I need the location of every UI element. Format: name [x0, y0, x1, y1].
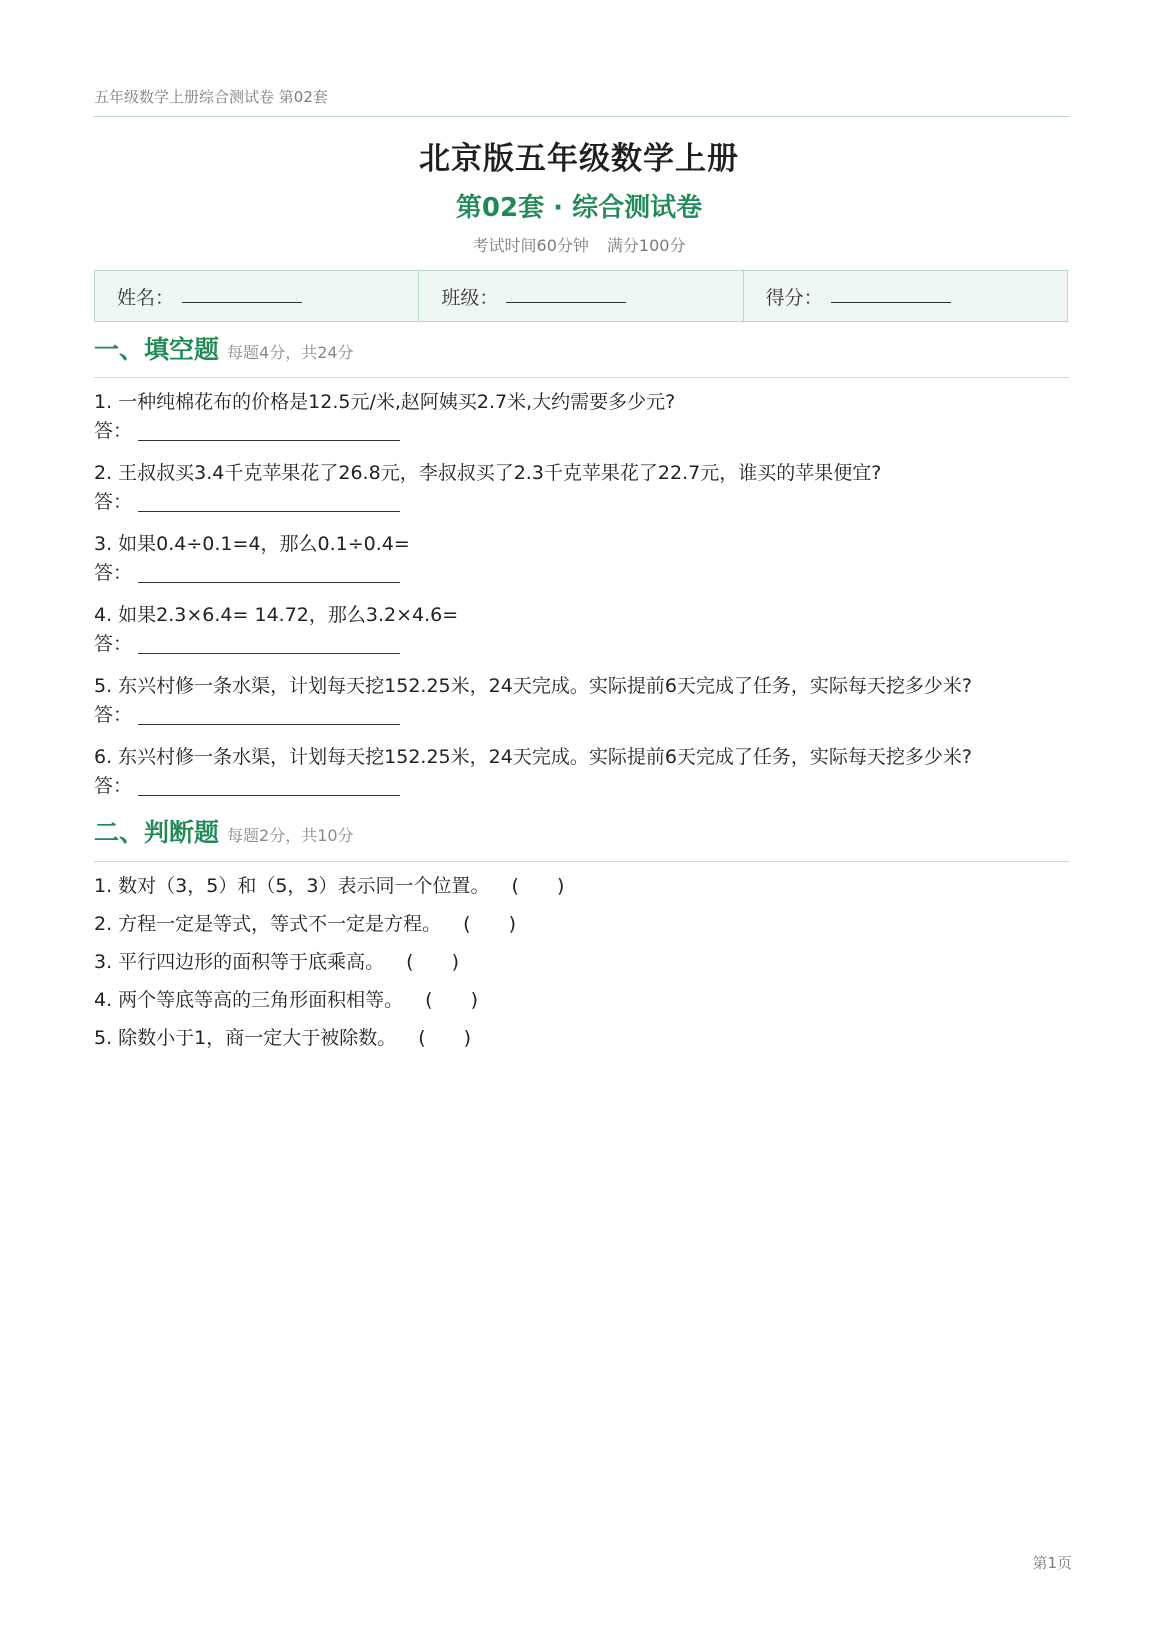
judgement-text: 5. 除数小于1，商一定大于被除数。 — [94, 1027, 397, 1049]
answer-label: 答： — [94, 420, 133, 442]
section-divider — [94, 377, 1069, 378]
question-text: 5. 东兴村修一条水渠，计划每天挖152.25米，24天完成。实际提前6天完成了任务，实际每天挖多少米? — [94, 675, 973, 697]
judgement-text: 1. 数对（3，5）和（5，3）表示同一个位置。 — [94, 875, 490, 897]
judgement-item — [94, 948, 1069, 986]
section-true-false-header — [94, 813, 1069, 849]
page-subtitle: 第02套 · 综合测试卷 — [455, 193, 703, 223]
student-info-box — [94, 270, 1068, 322]
judgement-item — [94, 1024, 1069, 1062]
judgement-item — [94, 872, 1069, 910]
name-blank[interactable] — [182, 302, 302, 303]
question-text: 3. 如果0.4÷0.1=4，那么0.1÷0.4= — [94, 533, 410, 555]
class-label: 班级： — [441, 286, 499, 309]
answer-parentheses[interactable]: ( ) — [425, 989, 478, 1011]
true-false-list — [94, 872, 1069, 1062]
section-title: 一、填空题 — [94, 335, 220, 364]
answer-label: 答： — [94, 704, 133, 726]
name-field — [95, 271, 418, 321]
section-note: 每题4分，共24分 — [227, 343, 354, 362]
section-divider — [94, 861, 1069, 862]
score-blank[interactable] — [831, 302, 951, 303]
answer-blank[interactable] — [138, 440, 400, 441]
answer-row — [94, 700, 1069, 730]
answer-parentheses[interactable]: ( ) — [463, 913, 516, 935]
score-field — [743, 271, 1067, 321]
answer-label: 答： — [94, 491, 133, 513]
section-note: 每题2分，共10分 — [227, 826, 354, 845]
answer-label: 答： — [94, 562, 133, 584]
exam-full-score: 满分100分 — [606, 236, 686, 255]
answer-blank[interactable] — [138, 653, 400, 654]
judgement-text: 2. 方程一定是等式，等式不一定是方程。 — [94, 913, 442, 935]
question-text: 1. 一种纯棉花布的价格是12.5元/米,赵阿姨买2.7米,大约需要多少元? — [94, 391, 676, 413]
answer-row — [94, 771, 1069, 801]
question-item — [94, 601, 1069, 672]
page-title: 北京版五年级数学上册 — [419, 141, 739, 177]
judgement-item — [94, 986, 1069, 1024]
answer-label: 答： — [94, 633, 133, 655]
header-divider — [94, 116, 1069, 117]
judgement-text: 3. 平行四边形的面积等于底乘高。 — [94, 951, 385, 973]
page-number: 第1页 — [1032, 1554, 1072, 1572]
question-item — [94, 743, 1069, 814]
class-blank[interactable] — [506, 302, 626, 303]
answer-row — [94, 487, 1069, 517]
judgement-text: 4. 两个等底等高的三角形面积相等。 — [94, 989, 404, 1011]
answer-row — [94, 416, 1069, 446]
question-item — [94, 530, 1069, 601]
answer-blank[interactable] — [138, 724, 400, 725]
answer-parentheses[interactable]: ( ) — [511, 875, 565, 897]
question-item — [94, 388, 1069, 459]
answer-blank[interactable] — [138, 511, 400, 512]
answer-row — [94, 629, 1069, 659]
answer-row — [94, 558, 1069, 588]
question-text: 6. 东兴村修一条水渠，计划每天挖152.25米，24天完成。实际提前6天完成了任务，实际每天挖多少米? — [94, 746, 973, 768]
running-header: 五年级数学上册综合测试卷 第02套 — [94, 88, 328, 106]
answer-label: 答： — [94, 775, 133, 797]
judgement-item — [94, 910, 1069, 948]
answer-parentheses[interactable]: ( ) — [406, 951, 459, 973]
fill-blank-list — [94, 388, 1069, 814]
score-label: 得分： — [765, 286, 823, 309]
answer-blank[interactable] — [138, 582, 400, 583]
section-title: 二、判断题 — [94, 818, 220, 847]
question-text: 4. 如果2.3×6.4= 14.72，那么3.2×4.6= — [94, 604, 459, 626]
exam-time: 考试时间60分钟 — [472, 236, 589, 255]
question-item — [94, 672, 1069, 743]
class-field — [418, 271, 742, 321]
section-fill-blank-header — [94, 330, 1069, 366]
answer-parentheses[interactable]: ( ) — [418, 1027, 472, 1049]
exam-info — [0, 233, 1158, 256]
question-item — [94, 459, 1069, 530]
answer-blank[interactable] — [138, 795, 400, 796]
question-text: 2. 王叔叔买3.4千克苹果花了26.8元，李叔叔买了2.3千克苹果花了22.7元，谁买的苹果便宜? — [94, 462, 882, 484]
name-label: 姓名： — [117, 286, 175, 309]
